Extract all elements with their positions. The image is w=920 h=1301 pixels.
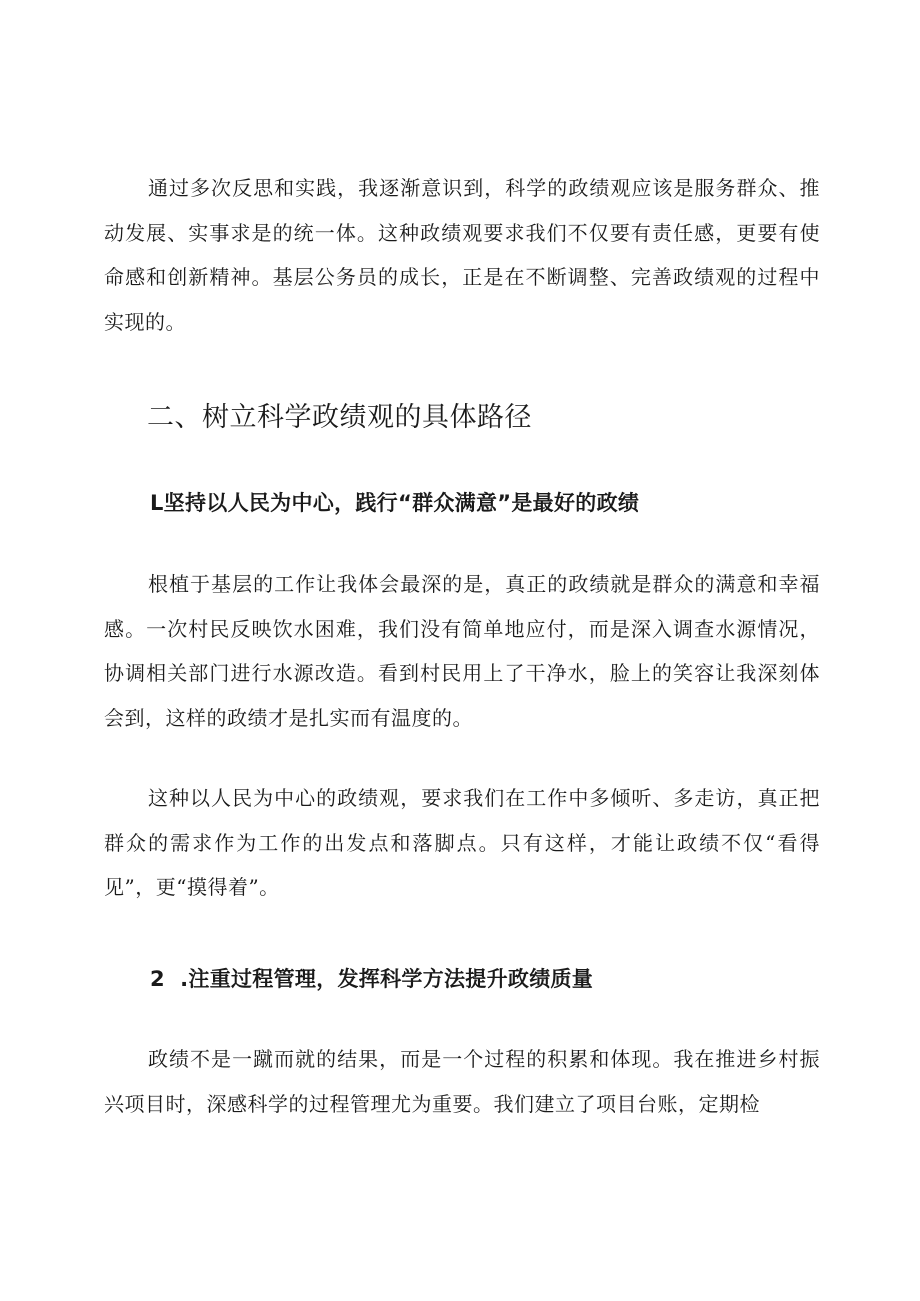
subsection-heading: 2 .注重过程管理，发挥科学方法提升政绩质量 bbox=[150, 967, 594, 991]
section-heading: 二、树立科学政绩观的具体路径 bbox=[147, 402, 532, 433]
body-paragraph: 政绩不是一蹴而就的结果，而是一个过程的积累和体现。我在推进乡村振兴项目时，深感科学的过程管理尤为重要。我们建立了项目台账，定期检 bbox=[104, 1047, 820, 1116]
subsection-heading: L坚持以人民为中心，践行“群众满意”是最好的政绩 bbox=[150, 491, 640, 515]
body-paragraph: 通过多次反思和实践，我逐渐意识到，科学的政绩观应该是服务群众、推动发展、实事求是的统一体。这种政绩观要求我们不仅要有责任感，更要有使命感和创新精神。基层公务员的成长，正是在不断调整、完善政绩观的过程中实现的。 bbox=[104, 176, 820, 334]
body-paragraph: 根植于基层的工作让我体会最深的是，真正的政绩就是群众的满意和幸福感。一次村民反映饮水困难，我们没有简单地应付，而是深入调查水源情况，协调相关部门进行水源改造。看到村民用上了干净水，脸上的笑容让我深刻体会到，这样的政绩才是扎实而有温度的。 bbox=[104, 572, 820, 730]
body-paragraph: 这种以人民为中心的政绩观，要求我们在工作中多倾听、多走访，真正把群众的需求作为工作的出发点和落脚点。只有这样，才能让政绩不仅“看得见”，更“摸得着”。 bbox=[104, 786, 820, 899]
